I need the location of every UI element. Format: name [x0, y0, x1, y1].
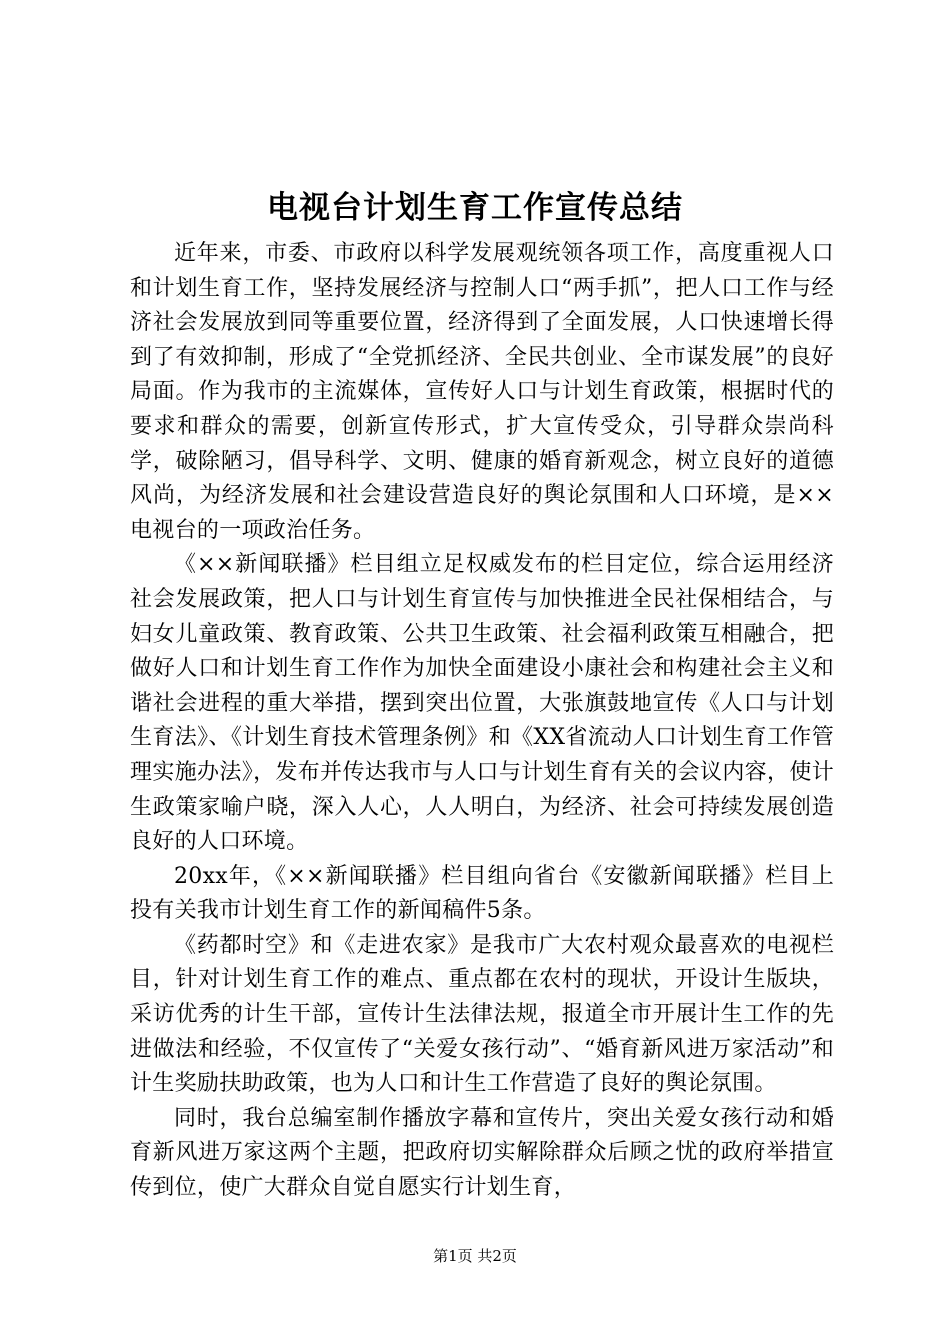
paragraph-subtitles: 同时，我台总编室制作播放字幕和宣传片，突出关爱女孩行动和婚育新风进万家这两个主题，把政府切实解除群众后顾之忧的政府举措宣传到位，使广大群众自觉自愿实行计划生育， [130, 1105, 834, 1201]
paragraph-news-count: 20xx年，《××新闻联播》栏目组向省台《安徽新闻联播》栏目上投有关我市计划生育工作的新闻稿件5条。 [130, 863, 834, 924]
document-body [130, 237, 834, 1206]
page-number-footer: 第1页 共2页 [433, 1247, 517, 1265]
paragraph-news-program: 《××新闻联播》栏目组立足权威发布的栏目定位，综合运用经济社会发展政策，把人口与计划生育宣传与加快推进全民社保相结合，与妇女儿童政策、教育政策、公共卫生政策、社会福利政策互相融合，把做好人口和计划生育工作作为加快全面建设小康社会和构建社会主义和谐社会进程的重大举措，摆到突出位置，大张旗鼓地宣传《人口与计划生育法》、《计划生育技术管理条例》和《XX省流动人口计划生育工作管理实施办法》，发布并传达我市与人口与计划生育有关的会议内容，使计生政策家喻户晓，深入人心，人人明白，为经济、社会可持续发展创造良好的人口环境。 [130, 552, 834, 855]
document-title: 电视台计划生育工作宣传总结 [267, 190, 683, 226]
paragraph-intro: 近年来，市委、市政府以科学发展观统领各项工作，高度重视人口和计划生育工作，坚持发展经济与控制人口“两手抓”，把人口工作与经济社会发展放到同等重要位置，经济得到了全面发展，人口快速增长得到了有效抑制，形成了“全党抓经济、全民共创业、全市谋发展”的良好局面。作为我市的主流媒体，宣传好人口与计划生育政策，根据时代的要求和群众的需要，创新宣传形式，扩大宣传受众，引导群众崇尚科学，破除陋习，倡导科学、文明、健康的婚育新观念，树立良好的道德风尚，为经济发展和社会建设营造良好的舆论氛围和人口环境，是××电视台的一项政治任务。 [130, 241, 834, 543]
paragraph-rural-programs: 《药都时空》和《走进农家》是我市广大农村观众最喜欢的电视栏目，针对计划生育工作的难点、重点都在农村的现状，开设计生版块，采访优秀的计生干部，宣传计生法律法规，报道全市开展计生工作的先进做法和经验，不仅宣传了“关爱女孩行动”、“婚育新风进万家活动”和计生奖励扶助政策，也为人口和计生工作营造了良好的舆论氛围。 [130, 932, 834, 1097]
